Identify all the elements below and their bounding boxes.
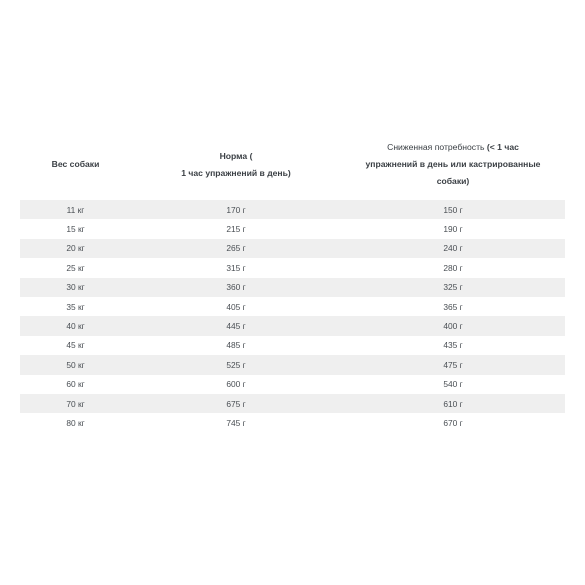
cell-norm: 265 г bbox=[131, 239, 341, 258]
cell-weight: 50 кг bbox=[20, 355, 131, 374]
header-reduced-line-1 bbox=[343, 139, 563, 156]
cell-reduced: 435 г bbox=[341, 336, 565, 355]
cell-norm: 405 г bbox=[131, 297, 341, 316]
cell-reduced: 670 г bbox=[341, 413, 565, 432]
header-norm-line-1: Норма ( bbox=[219, 150, 253, 161]
header-weight bbox=[20, 137, 131, 200]
header-weight-label: Вес собаки bbox=[51, 159, 100, 169]
cell-weight: 11 кг bbox=[20, 200, 131, 219]
cell-weight: 20 кг bbox=[20, 239, 131, 258]
table-row bbox=[20, 258, 565, 277]
cell-norm: 600 г bbox=[131, 375, 341, 394]
cell-norm: 360 г bbox=[131, 278, 341, 297]
cell-norm: 215 г bbox=[131, 219, 341, 238]
cell-weight: 25 кг bbox=[20, 258, 131, 277]
cell-weight: 30 кг bbox=[20, 278, 131, 297]
cell-weight: 80 кг bbox=[20, 413, 131, 432]
feeding-table bbox=[20, 137, 565, 433]
cell-norm: 485 г bbox=[131, 336, 341, 355]
table-row bbox=[20, 239, 565, 258]
table-row bbox=[20, 316, 565, 335]
table-row bbox=[20, 413, 565, 432]
cell-reduced: 365 г bbox=[341, 297, 565, 316]
cell-reduced: 475 г bbox=[341, 355, 565, 374]
header-reduced-line-3: собаки) bbox=[436, 176, 470, 186]
header-reduced-light: Сниженная потребность bbox=[387, 142, 487, 152]
header-norm bbox=[131, 137, 341, 200]
cell-reduced: 400 г bbox=[341, 316, 565, 335]
cell-reduced: 280 г bbox=[341, 258, 565, 277]
cell-weight: 35 кг bbox=[20, 297, 131, 316]
table-row bbox=[20, 336, 565, 355]
cell-reduced: 150 г bbox=[341, 200, 565, 219]
table-row bbox=[20, 297, 565, 316]
cell-norm: 445 г bbox=[131, 316, 341, 335]
cell-reduced: 540 г bbox=[341, 375, 565, 394]
feeding-table-container bbox=[20, 137, 565, 433]
cell-weight: 60 кг bbox=[20, 375, 131, 394]
table-row bbox=[20, 375, 565, 394]
cell-weight: 15 кг bbox=[20, 219, 131, 238]
cell-norm: 170 г bbox=[131, 200, 341, 219]
cell-norm: 745 г bbox=[131, 413, 341, 432]
table-row bbox=[20, 355, 565, 374]
table-row bbox=[20, 278, 565, 297]
header-reduced-line-2: упражнений в день или кастрированные bbox=[365, 159, 541, 169]
table-row bbox=[20, 394, 565, 413]
header-norm-line-2: 1 час упражнений в день) bbox=[181, 167, 291, 178]
cell-reduced: 610 г bbox=[341, 394, 565, 413]
cell-weight: 45 кг bbox=[20, 336, 131, 355]
header-reduced-bold-1: (< 1 час bbox=[486, 142, 519, 152]
table-body bbox=[20, 200, 565, 433]
cell-reduced: 240 г bbox=[341, 239, 565, 258]
cell-weight: 40 кг bbox=[20, 316, 131, 335]
cell-norm: 675 г bbox=[131, 394, 341, 413]
cell-weight: 70 кг bbox=[20, 394, 131, 413]
table-row bbox=[20, 219, 565, 238]
cell-reduced: 325 г bbox=[341, 278, 565, 297]
table-header bbox=[20, 137, 565, 200]
cell-norm: 315 г bbox=[131, 258, 341, 277]
table-row bbox=[20, 200, 565, 219]
header-row bbox=[20, 137, 565, 200]
cell-norm: 525 г bbox=[131, 355, 341, 374]
cell-reduced: 190 г bbox=[341, 219, 565, 238]
header-reduced bbox=[341, 137, 565, 200]
